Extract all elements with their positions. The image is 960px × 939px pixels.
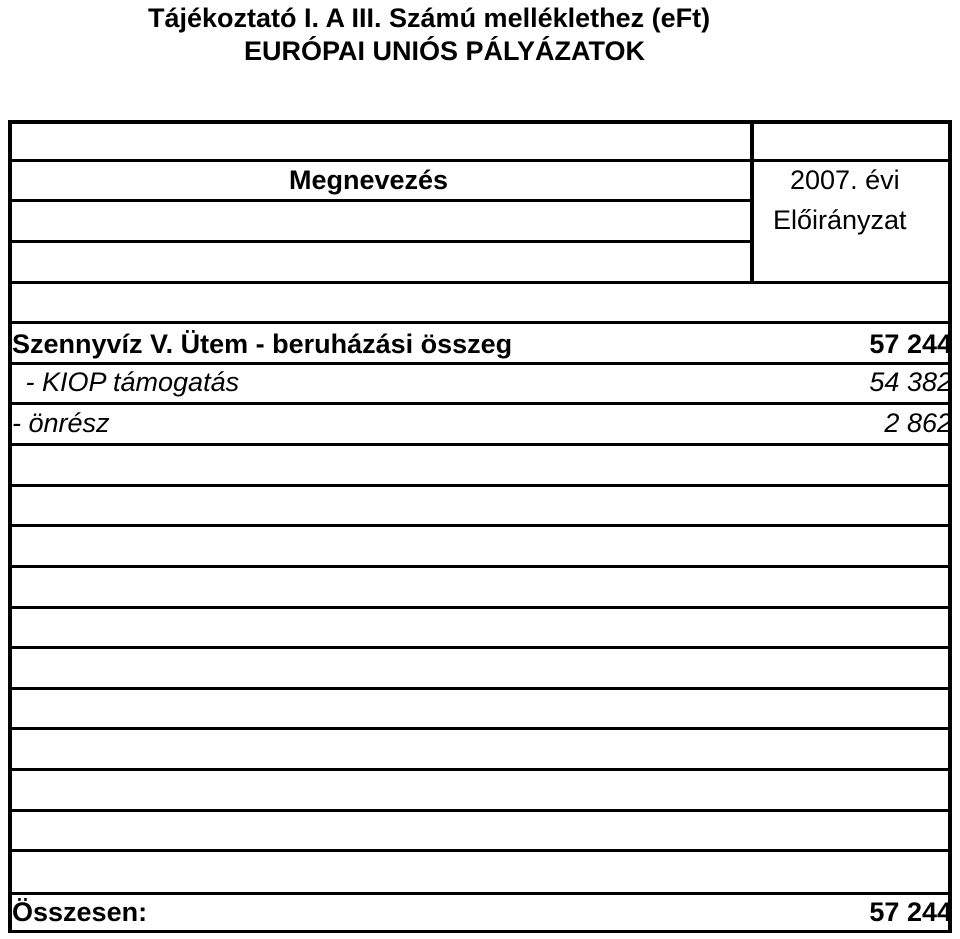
grid-line [12, 199, 750, 202]
header-name: Megnevezés [289, 165, 449, 195]
grid-line [12, 768, 948, 771]
grid-line [12, 443, 948, 446]
total-label: Összesen: [12, 897, 148, 927]
grid-line [12, 687, 948, 690]
row-label: Szennyvíz V. Ütem - beruházási összeg [12, 329, 513, 359]
grid-line [12, 646, 948, 649]
grid-line [12, 484, 948, 487]
grid-line [12, 606, 948, 609]
row-value: 2 862 [884, 408, 952, 438]
row-value: 57 244 [869, 329, 952, 359]
grid-line [12, 849, 948, 852]
grid-line [12, 362, 948, 365]
header-year: 2007. évi [790, 165, 900, 195]
grid-line [12, 727, 948, 730]
grid-line [12, 240, 750, 243]
title-line-1: Tájékoztató I. A III. Számú melléklethez (eFt) [148, 3, 711, 33]
grid-line [12, 402, 948, 405]
grid-line [12, 524, 948, 527]
title-line-2: EURÓPAI UNIÓS PÁLYÁZATOK [244, 36, 646, 66]
grid-line [12, 159, 750, 162]
table-bottom-line [8, 930, 952, 933]
header-appropriation: Előirányzat [773, 205, 907, 235]
total-separator-line [8, 892, 952, 895]
total-value: 57 244 [869, 897, 952, 927]
grid-line [12, 321, 948, 324]
grid-line [754, 159, 948, 162]
grid-line [12, 281, 948, 284]
grid-line [12, 565, 948, 568]
header-column-divider [750, 120, 754, 284]
row-label: - KIOP támogatás [18, 367, 240, 397]
row-value: 54 382 [869, 367, 952, 397]
row-label: - önrész [12, 408, 110, 438]
grid-line [12, 809, 948, 812]
